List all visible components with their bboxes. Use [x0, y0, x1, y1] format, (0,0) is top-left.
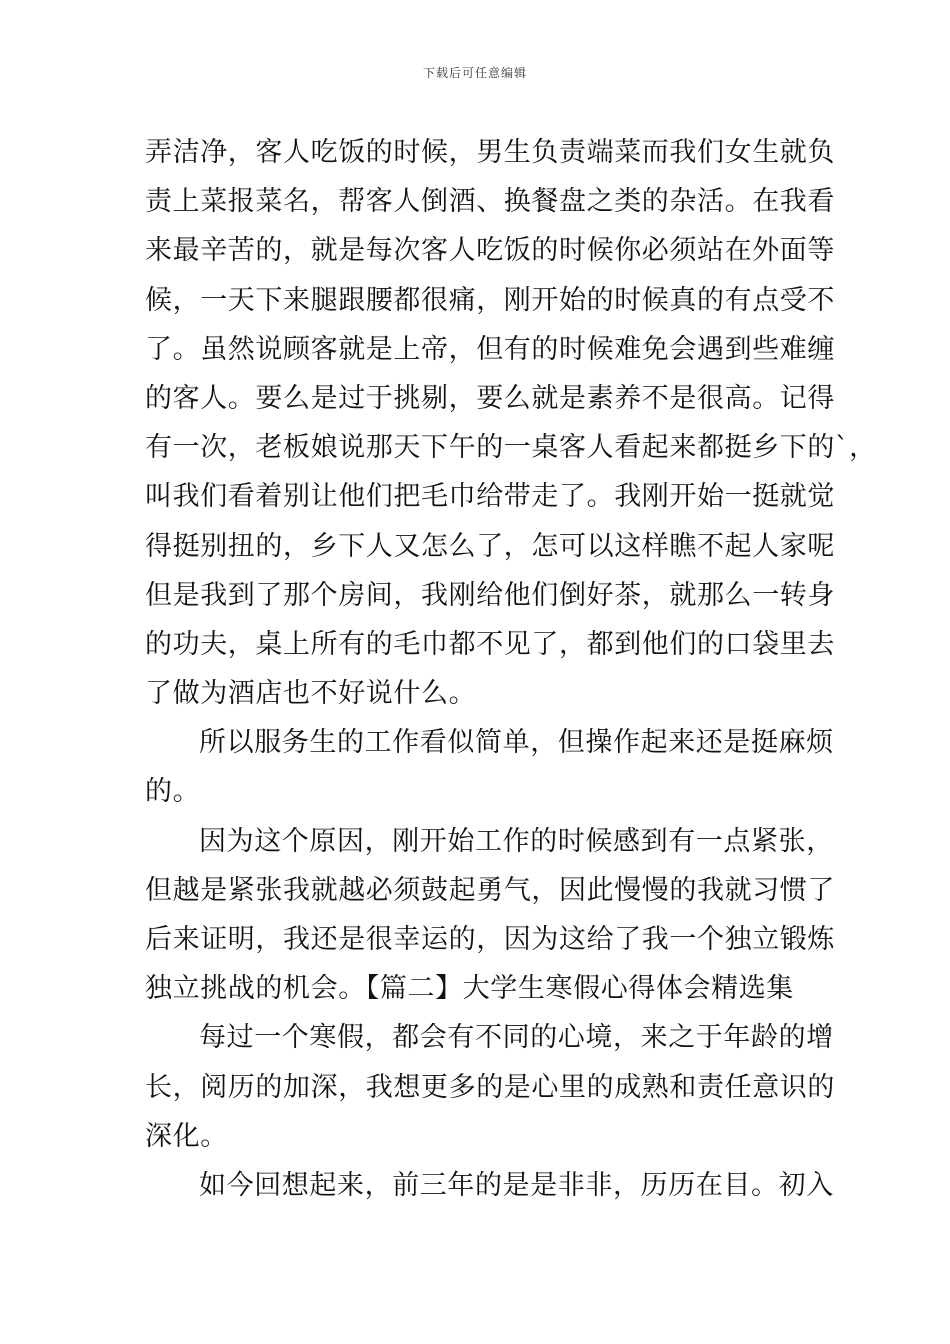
text-line: 所以服务生的工作看似简单，但操作起来还是挺麻烦 [199, 727, 834, 759]
text-line: 来最辛苦的，就是每次客人吃饭的时候你必须站在外面等 [145, 235, 835, 267]
text-line: 长，阅历的加深，我想更多的是心里的成熟和责任意识的 [145, 1071, 835, 1103]
text-line: 如今回想起来，前三年的是是非非，历历在目。初入 [199, 1169, 834, 1201]
text-line: 了。虽然说顾客就是上帝，但有的时候难免会遇到些难缠 [145, 333, 835, 365]
text-line: 深化。 [145, 1120, 228, 1152]
text-line: 但是我到了那个房间，我刚给他们倒好茶，就那么一转身 [145, 579, 835, 611]
text-line: 弄洁净，客人吃饭的时候，男生负责端菜而我们女生就负 [145, 137, 835, 168]
text-line: 独立挑战的机会。【篇二】大学生寒假心得体会精选集 [145, 973, 794, 1005]
text-line: 叫我们看着别让他们把毛巾给带走了。我刚开始一挺就觉 [145, 481, 835, 513]
text-line: 了做为酒店也不好说什么。 [145, 678, 477, 710]
text-line: 候，一天下来腿跟腰都很痛，刚开始的时候真的有点受不 [145, 284, 835, 316]
text-line: 的。 [145, 776, 201, 808]
text-line: 每过一个寒假，都会有不同的心境，来之于年龄的增 [199, 1022, 834, 1054]
document-body [145, 128, 877, 1210]
text-line: 的功夫，桌上所有的毛巾都不见了，都到他们的口袋里去 [145, 628, 835, 660]
page-header: 下载后可任意编辑 [422, 66, 527, 80]
text-line: 但越是紧张我就越必须鼓起勇气，因此慢慢的我就习惯了 [145, 874, 835, 906]
text-line: 有一次，老板娘说那天下午的一桌客人看起来都挺乡下的`， [145, 432, 877, 464]
text-line: 因为这个原因，刚开始工作的时候感到有一点紧张， [199, 825, 834, 857]
text-line: 得挺别扭的，乡下人又怎么了，怎可以这样瞧不起人家呢 [145, 530, 835, 562]
text-line: 的客人。要么是过于挑剔，要么就是素养不是很高。记得 [145, 382, 835, 414]
text-line: 后来证明，我还是很幸运的，因为这给了我一个独立锻炼 [145, 924, 835, 955]
text-line: 责上菜报菜名，帮客人倒酒、换餐盘之类的杂活。在我看 [145, 186, 835, 218]
